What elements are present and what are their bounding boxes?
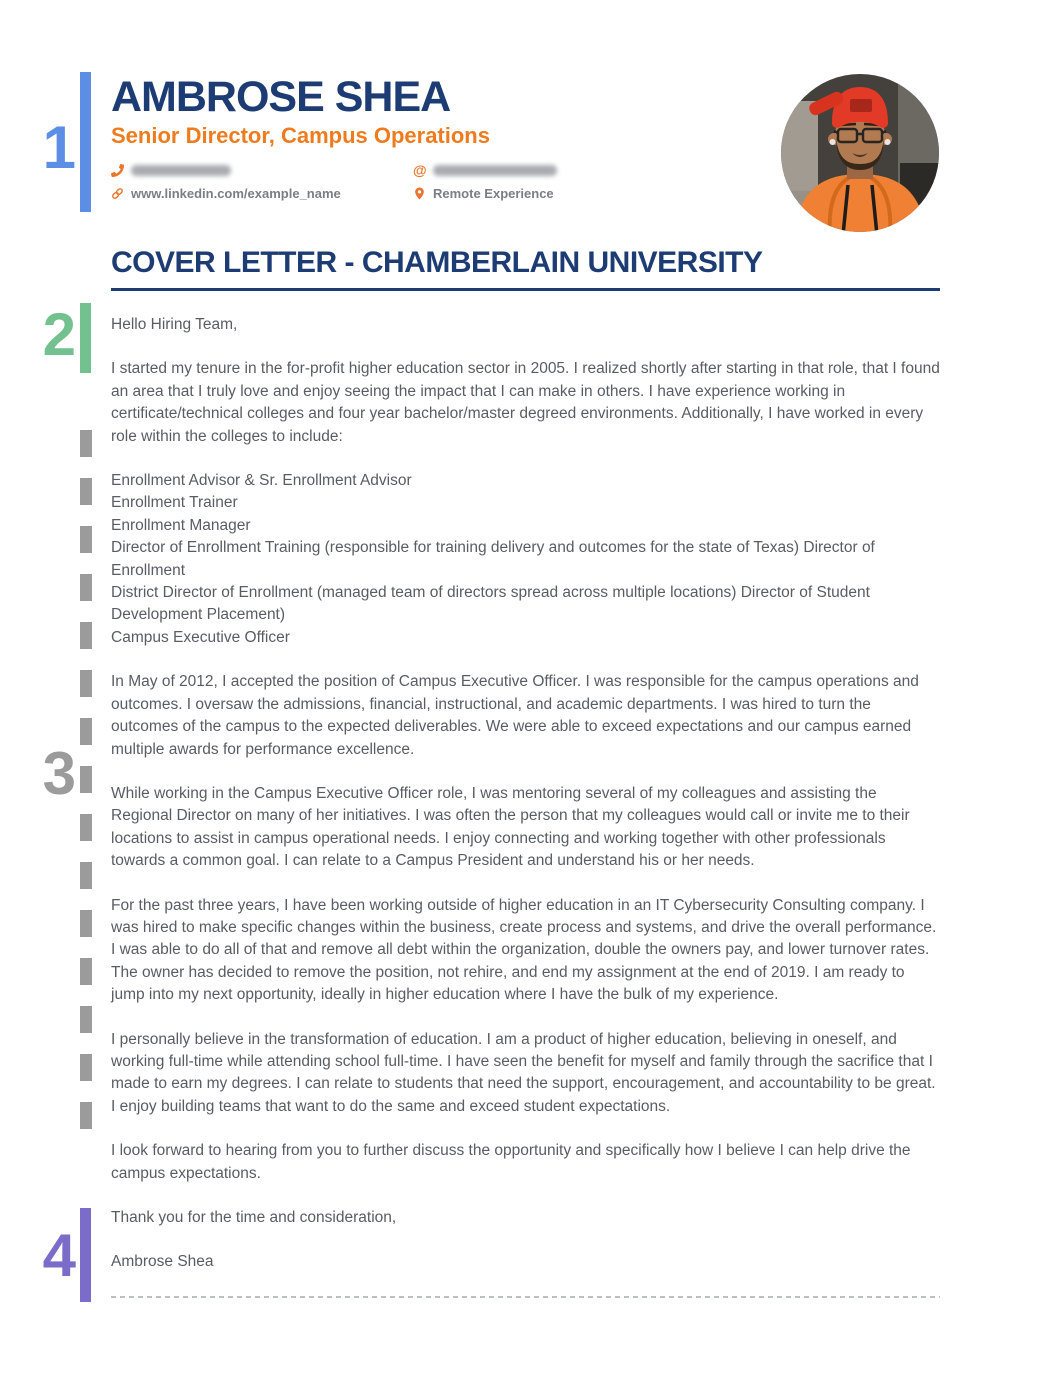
signature-name: Ambrose Shea — [111, 1253, 214, 1271]
resume-header — [111, 74, 775, 201]
closing-line: Thank you for the time and consideration, — [111, 1209, 397, 1226]
contact-email — [413, 164, 775, 177]
candidate-name: AMBROSE SHEA — [111, 73, 451, 121]
link-icon — [111, 187, 124, 200]
roles-list — [111, 470, 940, 649]
annotation-number-1: 1 — [42, 114, 74, 181]
role-item: District Director of Enrollment (managed team of directors spread across multiple locations) Director of Student Development Placement) — [111, 584, 870, 624]
pin-icon — [413, 187, 426, 200]
contact-info — [111, 164, 775, 201]
phone-number-blurred — [131, 165, 231, 176]
email-address-blurred — [433, 165, 557, 176]
paragraph-mentoring: While working in the Campus Executive Officer role, I was mentoring several of my colleagues and assisting the Regional Director on many of her initiatives. I was often the person that my colleagues would call or invite me to their locations to assist in campus operational needs. I enjoy connecting and working together with other professionals towards a common goal. I can relate to a Campus President and understand his or her needs. — [111, 784, 910, 870]
contact-phone — [111, 164, 413, 177]
paragraph-cybersecurity: For the past three years, I have been working outside of higher education in an IT Cybersecurity Consulting company. I was hired to make specific changes within the business, create process and systems, and drive the overall performance. I was able to do all of that and remove all debt within the organization, double the owners pay, and lower turnover rates. The owner has decided to remove the position, not rehire, and end my assignment at the end of 2019. I am ready to jump into my next opportunity, ideally in higher education where I have the bulk of my experience. — [111, 896, 937, 1004]
role-item: Enrollment Trainer — [111, 494, 238, 512]
contact-linkedin — [111, 186, 413, 201]
candidate-job-title: Senior Director, Campus Operations — [111, 123, 490, 149]
annotation-dashed-bar-3 — [80, 430, 92, 1146]
phone-icon — [111, 164, 124, 177]
role-item: Campus Executive Officer — [111, 628, 290, 646]
annotation-bar-4 — [80, 1208, 91, 1302]
letter-heading: COVER LETTER - CHAMBERLAIN UNIVERSITY — [111, 246, 940, 291]
location-label: Remote Experience — [433, 186, 554, 202]
profile-photo-image — [780, 73, 940, 233]
profile-photo — [780, 73, 940, 233]
contact-location — [413, 186, 775, 201]
cover-letter-body — [111, 246, 940, 1298]
role-item: Director of Enrollment Training (responsible for training delivery and outcomes for the state of Texas) Director of Enrollment — [111, 539, 875, 579]
role-item: Enrollment Advisor & Sr. Enrollment Advisor — [111, 472, 412, 490]
annotation-number-3: 3 — [42, 740, 74, 807]
linkedin-url[interactable]: www.linkedin.com/example_name — [131, 186, 341, 202]
greeting: Hello Hiring Team, — [111, 316, 238, 333]
paragraph-intro: I started my tenure in the for-profit higher education sector in 2005. I realized shortly after starting in that role, that I found an area that I truly love and enjoy seeing the impact that I can make in others. I have experience working in certificate/technical colleges and four year bachelor/master degreed environments. Additionally, I have worked in every role within the colleges to include: — [111, 360, 940, 445]
bottom-dashed-divider — [111, 1296, 940, 1298]
paragraph-ceo-role: In May of 2012, I accepted the position of Campus Executive Officer. I was responsible for the campus operations and outcomes. I oversaw the admissions, financial, instructional, and academic departments. I was hired to turn the outcomes of the campus to the expected deliverables. We were able to exceed expectations and our campus earned multiple awards for performance excellence. — [111, 673, 919, 758]
annotation-number-2: 2 — [42, 301, 74, 368]
paragraph-beliefs: I personally believe in the transformation of education. I am a product of higher education, believing in oneself, and working full-time while attending school full-time. I have seen the benefit for myself and family through the sacrifice that I made to earn my degrees. I can relate to students that need the support, encouragement, and accountability to be great. I enjoy building teams that want to do the same and exceed student expectations. — [111, 1030, 936, 1115]
annotation-bar-2 — [80, 303, 91, 373]
at-icon: @ — [413, 162, 427, 179]
paragraph-look-forward: I look forward to hearing from you to further discuss the opportunity and specifically how I believe I can help drive the campus expectations. — [111, 1142, 911, 1182]
role-item: Enrollment Manager — [111, 516, 251, 534]
annotation-bar-1 — [80, 72, 91, 212]
annotation-number-4: 4 — [42, 1222, 74, 1289]
